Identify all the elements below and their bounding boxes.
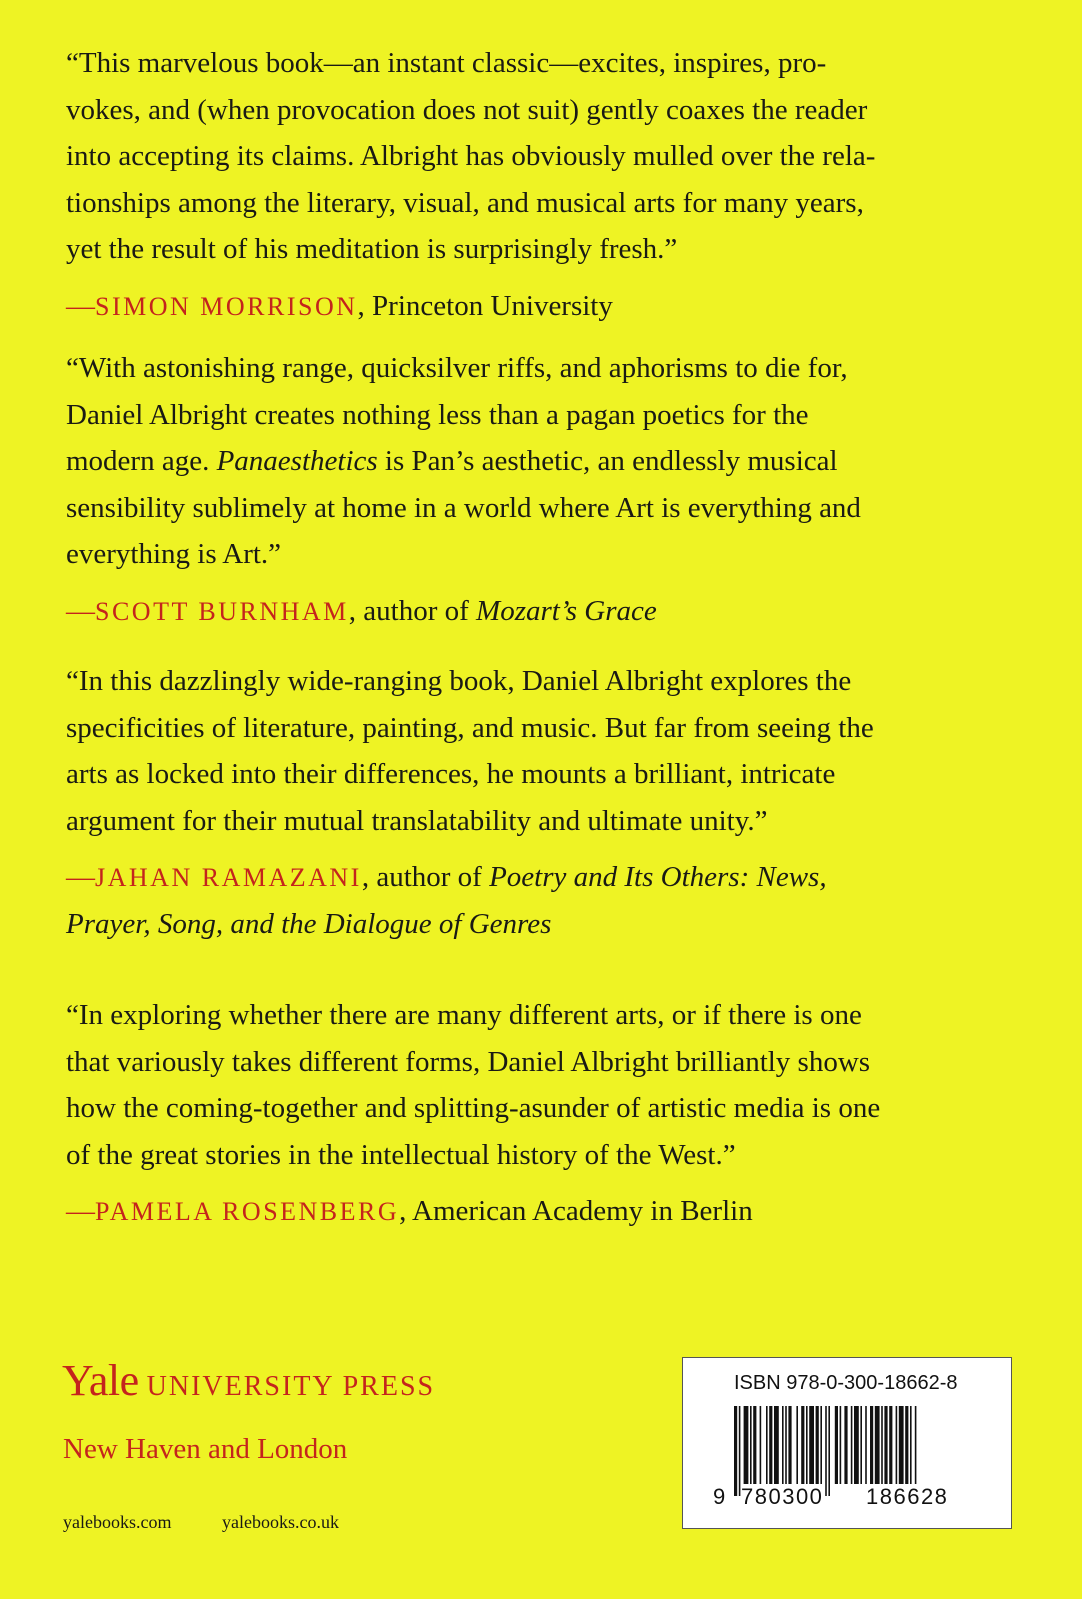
reviewer-affiliation: , Princeton University — [357, 289, 613, 322]
barcode-bar — [835, 1406, 838, 1484]
quote-line: “With astonishing range, quicksilver riffs, and aphorisms to die for, — [66, 352, 848, 384]
barcode-bar — [828, 1406, 830, 1496]
reviewer-name: SIMON MORRISON — [95, 291, 358, 321]
quote-line: specificities of literature, painting, and music. But far from seeing the — [66, 711, 874, 744]
quote-line: “In this dazzlingly wide-ranging book, Daniel Albright explores the — [66, 665, 852, 697]
reviewer-name: SCOTT BURNHAM — [95, 596, 349, 626]
attribution — [66, 854, 1006, 947]
quote-line: everything is Art.” — [66, 538, 282, 570]
barcode-bar — [889, 1406, 892, 1484]
reviewer-name: JAHAN RAMAZANI — [95, 863, 362, 892]
barcode-bar — [734, 1406, 737, 1496]
barcode-bar — [774, 1406, 779, 1484]
reviewer-book-title: Prayer, Song, and the Dialogue of Genres — [66, 908, 552, 940]
attribution — [66, 1188, 1006, 1235]
publisher-yale: Yale — [62, 1356, 139, 1405]
barcode-bar — [766, 1406, 768, 1484]
quote-line: into accepting its claims. Albright has obviously mulled over the rela- — [66, 140, 876, 172]
reviewer-name: PAMELA ROSENBERG — [95, 1197, 400, 1226]
attribution — [66, 283, 1006, 330]
barcode-bar — [809, 1406, 814, 1484]
barcode-bar — [844, 1406, 847, 1484]
reviewer-affiliation: , American Academy in Berlin — [399, 1195, 753, 1227]
quote-line — [66, 438, 1006, 485]
barcode-bar — [750, 1406, 752, 1484]
book-title: Panaesthetics — [216, 445, 378, 477]
quote-line: how the coming-together and splitting-asunder of artistic media is one — [66, 1092, 881, 1124]
barcode-bar — [739, 1406, 741, 1496]
barcode-bar — [785, 1406, 787, 1484]
barcode-bar — [806, 1406, 808, 1484]
quote-line: “This marvelous book—an instant classic—excites, inspires, pro- — [66, 47, 827, 79]
quote-line: argument for their mutual translatability and ultimate unity.” — [66, 804, 768, 837]
reviewer-book-title: Poetry and Its Others: News, — [489, 861, 827, 893]
reviewer-affiliation: , author of — [348, 594, 477, 627]
website-uk: yalebooks.co.uk — [222, 1512, 339, 1532]
barcode-bar — [854, 1406, 859, 1484]
barcode-bar — [801, 1406, 804, 1484]
publisher-city: New Haven and London — [63, 1433, 348, 1465]
isbn-label: ISBN 978-0-300-18662-8 — [734, 1372, 958, 1394]
barcode-bar — [860, 1406, 862, 1484]
quote-line: sensibility sublimely at home in a world where Art is everything and — [66, 491, 861, 524]
barcode-bars — [683, 1358, 1011, 1528]
publisher-logo — [62, 1355, 435, 1406]
quote-line: Daniel Albright creates nothing less than a pagan poetics for the — [66, 398, 809, 431]
barcode-bar — [896, 1406, 898, 1484]
attribution-dash: — — [66, 1195, 95, 1227]
quote-text: is Pan’s aesthetic, an endlessly musical — [377, 445, 838, 477]
barcode-bar — [881, 1406, 883, 1484]
endorsement-2 — [66, 345, 1006, 635]
barcode-bar — [782, 1406, 784, 1484]
barcode-bar — [760, 1406, 762, 1484]
barcode-bar — [875, 1406, 880, 1484]
reviewer-book-title: Mozart’s Grace — [476, 594, 657, 627]
barcode-digit-first: 9 — [713, 1484, 726, 1509]
barcode — [682, 1357, 1012, 1529]
barcode-digits-right: 186628 — [866, 1484, 949, 1509]
quote-line: of the great stories in the intellectual history of the West.” — [66, 1138, 736, 1171]
barcode-bar — [870, 1406, 873, 1484]
quote-text: modern age. — [66, 445, 217, 477]
barcode-bar — [884, 1406, 887, 1484]
website-us: yalebooks.com — [63, 1512, 172, 1532]
quote-line: vokes, and (when provocation does not suit) gently coaxes the reader — [66, 93, 868, 126]
endorsement-4 — [66, 992, 1006, 1235]
barcode-bar — [753, 1406, 756, 1484]
barcode-bar — [865, 1406, 867, 1484]
attribution — [66, 588, 1006, 635]
reviewer-affiliation: , author of — [361, 861, 490, 893]
barcode-bar — [915, 1406, 917, 1484]
quote-line: “In exploring whether there are many different arts, or if there is one — [66, 999, 862, 1031]
barcode-bar — [796, 1406, 798, 1484]
publisher-press: UNIVERSITY PRESS — [146, 1371, 436, 1402]
quote-line: tionships among the literary, visual, and musical arts for many years, — [66, 186, 864, 219]
attribution-dash: — — [66, 861, 95, 893]
barcode-bar — [905, 1406, 908, 1484]
quote-line: that variously takes different forms, Daniel Albright brilliantly shows — [66, 1045, 871, 1078]
barcode-bar — [825, 1406, 827, 1496]
barcode-bar — [816, 1406, 819, 1484]
barcode-bar — [744, 1406, 749, 1484]
attribution-dash: — — [66, 594, 95, 627]
quote-line: yet the result of his meditation is surprisingly fresh.” — [66, 233, 678, 265]
barcode-bar — [851, 1406, 853, 1484]
barcode-bar — [769, 1406, 772, 1484]
barcode-bar — [910, 1406, 912, 1484]
barcode-bar — [899, 1406, 904, 1484]
barcode-digits-left: 780300 — [741, 1484, 824, 1509]
endorsement-1 — [66, 40, 1006, 330]
attribution-dash: — — [66, 289, 95, 322]
barcode-bar — [820, 1406, 822, 1484]
barcode-bar — [840, 1406, 842, 1484]
quote-line: arts as locked into their differences, he mounts a brilliant, intricate — [66, 758, 836, 790]
endorsement-3 — [66, 658, 1006, 947]
barcode-bar — [788, 1406, 791, 1484]
